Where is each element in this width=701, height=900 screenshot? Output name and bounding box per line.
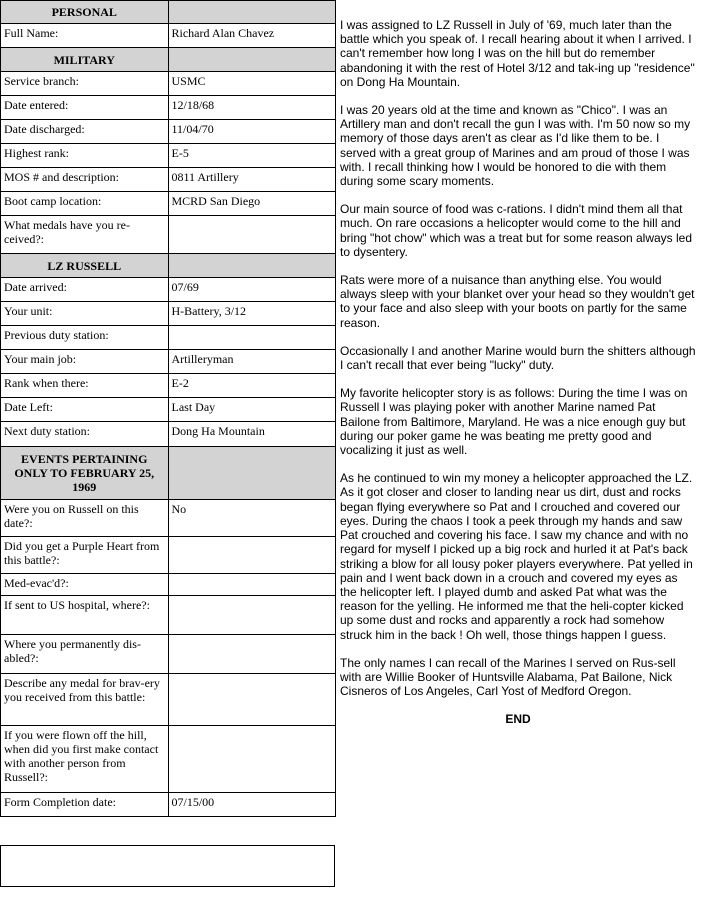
field-value (168, 326, 336, 350)
form-row (1, 596, 336, 635)
field-label: Date Left: (1, 398, 169, 422)
form-row (1, 192, 336, 216)
field-value (168, 596, 336, 635)
narrative-paragraph: As he continued to win my money a helicopter approached the LZ. As it got closer and closer to landing near us dirt, dust and rocks began flying everywhere so Pat and I crouched and covered our eyes. During the chaos I took a peek through my hands and saw Pat crouched and covering his face. I saw my chance and with no regard for myself I picked up a big rock and hurled it at Pat's back striking a blow for all lousy poker players everywhere. Pat yelled in pain and I went back down in a crouch and covered my eyes as the helicopter left. I played dumb and asked Pat what was the reason for the yelling. He informed me that the heli-copter kicked up some dust and rocks and apparently a rock had somehow struck him in the back ! Oh well, those things happen I guess. (340, 471, 693, 642)
field-label: Med-evac'd?: (1, 574, 169, 596)
field-value (168, 635, 336, 674)
field-label: Were you on Russell on this date?: (1, 500, 169, 537)
form-row (1, 278, 336, 302)
form-row (1, 168, 336, 192)
form-row (1, 500, 336, 537)
field-value: Artilleryman (168, 350, 336, 374)
field-label: Form Completion date: (1, 793, 169, 817)
narrative-paragraph: Occasionally I and another Marine would burn the shitters although I can't recall that ever being "lucky" duty. (340, 343, 696, 373)
field-label: Date discharged: (1, 120, 169, 144)
form-row (1, 144, 336, 168)
field-value: Richard Alan Chavez (168, 24, 336, 48)
form-row (1, 635, 336, 674)
field-value: 07/69 (168, 278, 336, 302)
field-label: Highest rank: (1, 144, 169, 168)
form-row (1, 216, 336, 254)
form-row (1, 726, 336, 793)
section-header-military (1, 48, 336, 72)
section-header-lz-russell (1, 254, 336, 278)
form-row (1, 302, 336, 326)
field-label: Date arrived: (1, 278, 169, 302)
form-row (1, 422, 336, 447)
field-label: If you were flown off the hill, when did you first make contact with another person from Russell?: (1, 726, 169, 793)
form-row (1, 96, 336, 120)
narrative-paragraph: I was assigned to LZ Russell in July of '69, much later than the battle which you speak of. I recall hearing about it when I arrived. I can't remember how long I was on the hill but do remember abandoning it with the rest of Hotel 3/12 and tak-ing up "residence" on Dong Ha Mountain. (340, 18, 695, 89)
field-value: MCRD San Diego (168, 192, 336, 216)
field-value (168, 726, 336, 793)
field-label: Did you get a Purple Heart from this battle?: (1, 537, 169, 574)
form-row (1, 72, 336, 96)
section-title: LZ RUSSELL (1, 254, 169, 278)
end-label: END (505, 712, 531, 727)
section-header-events (1, 447, 336, 500)
form-row (1, 374, 336, 398)
field-value: No (168, 500, 336, 537)
field-value: E-2 (168, 374, 336, 398)
field-value: H-Battery, 3/12 (168, 302, 336, 326)
field-value (168, 574, 336, 596)
form-row (1, 326, 336, 350)
veteran-questionnaire-form (0, 0, 336, 817)
field-value: 11/04/70 (168, 120, 336, 144)
field-label: Boot camp location: (1, 192, 169, 216)
narrative-paragraph: Our main source of food was c-rations. I didn't mind them all that much. On rare occasions a helicopter would come to the hill and bring "hot chow" which was a treat but for some reason always led to dysentery. (340, 202, 693, 259)
field-label: Previous duty station: (1, 326, 169, 350)
form-row (1, 793, 336, 817)
field-value: Last Day (168, 398, 336, 422)
section-title: EVENTS PERTAINING ONLY TO FEBRUARY 25, 1969 (1, 447, 169, 500)
section-title: MILITARY (1, 48, 169, 72)
narrative-paragraph: I was 20 years old at the time and known as "Chico". I was an Artillery man and don't recall the gun I was with. I'm 50 now so my memory of those days aren't as clear as I'd like them to be. I served with a great group of Marines and am proud of those I was with. I recall thinking how I would be honored to die with them during some scary moments. (340, 103, 691, 189)
form-row (1, 537, 336, 574)
field-value: USMC (168, 72, 336, 96)
section-title: PERSONAL (1, 1, 169, 24)
field-label: MOS # and description: (1, 168, 169, 192)
narrative-paragraph: The only names I can recall of the Marines I served on Rus-sell with are Willie Booker of Huntsville Alabama, Pat Bailone, Nick Cisneros of Los Angeles, Carl Yost of Medford Oregon. (340, 655, 676, 699)
field-label: Next duty station: (1, 422, 169, 447)
field-label: Date entered: (1, 96, 169, 120)
field-value (168, 216, 336, 254)
field-value (168, 674, 336, 726)
field-label: If sent to US hospital, where?: (1, 596, 169, 635)
field-value: E-5 (168, 144, 336, 168)
form-row (1, 120, 336, 144)
field-value: 0811 Artillery (168, 168, 336, 192)
narrative-paragraph: Rats were more of a nuisance than anything else. You would always sleep with your blanket over your head so they wouldn't get to your face and also sleep with your boots on partly for the same reason. (340, 273, 695, 330)
field-label: What medals have you re-ceived?: (1, 216, 169, 254)
form-row (1, 674, 336, 726)
narrative-text (340, 18, 696, 727)
form-row (1, 398, 336, 422)
field-label: Rank when there: (1, 374, 169, 398)
field-value (168, 537, 336, 574)
field-label: Where you permanently dis-abled?: (1, 635, 169, 674)
field-value: 07/15/00 (168, 793, 336, 817)
narrative-paragraph: My favorite helicopter story is as follows: During the time I was on Russell I was playing poker with another Marine named Pat Bailone from Baltimore, Maryland. He was a nice enough guy but during our poker game he was beating me pretty good and vocalizing it just as well. (340, 386, 688, 458)
field-label: Your main job: (1, 350, 169, 374)
empty-box (0, 845, 335, 887)
form-row (1, 24, 336, 48)
form-row (1, 574, 336, 596)
field-label: Service branch: (1, 72, 169, 96)
field-label: Full Name: (1, 24, 169, 48)
field-value: Dong Ha Mountain (168, 422, 336, 447)
field-label: Describe any medal for brav-ery you received from this battle: (1, 674, 169, 726)
field-label: Your unit: (1, 302, 169, 326)
form-row (1, 350, 336, 374)
field-value: 12/18/68 (168, 96, 336, 120)
section-header-personal (1, 1, 336, 24)
